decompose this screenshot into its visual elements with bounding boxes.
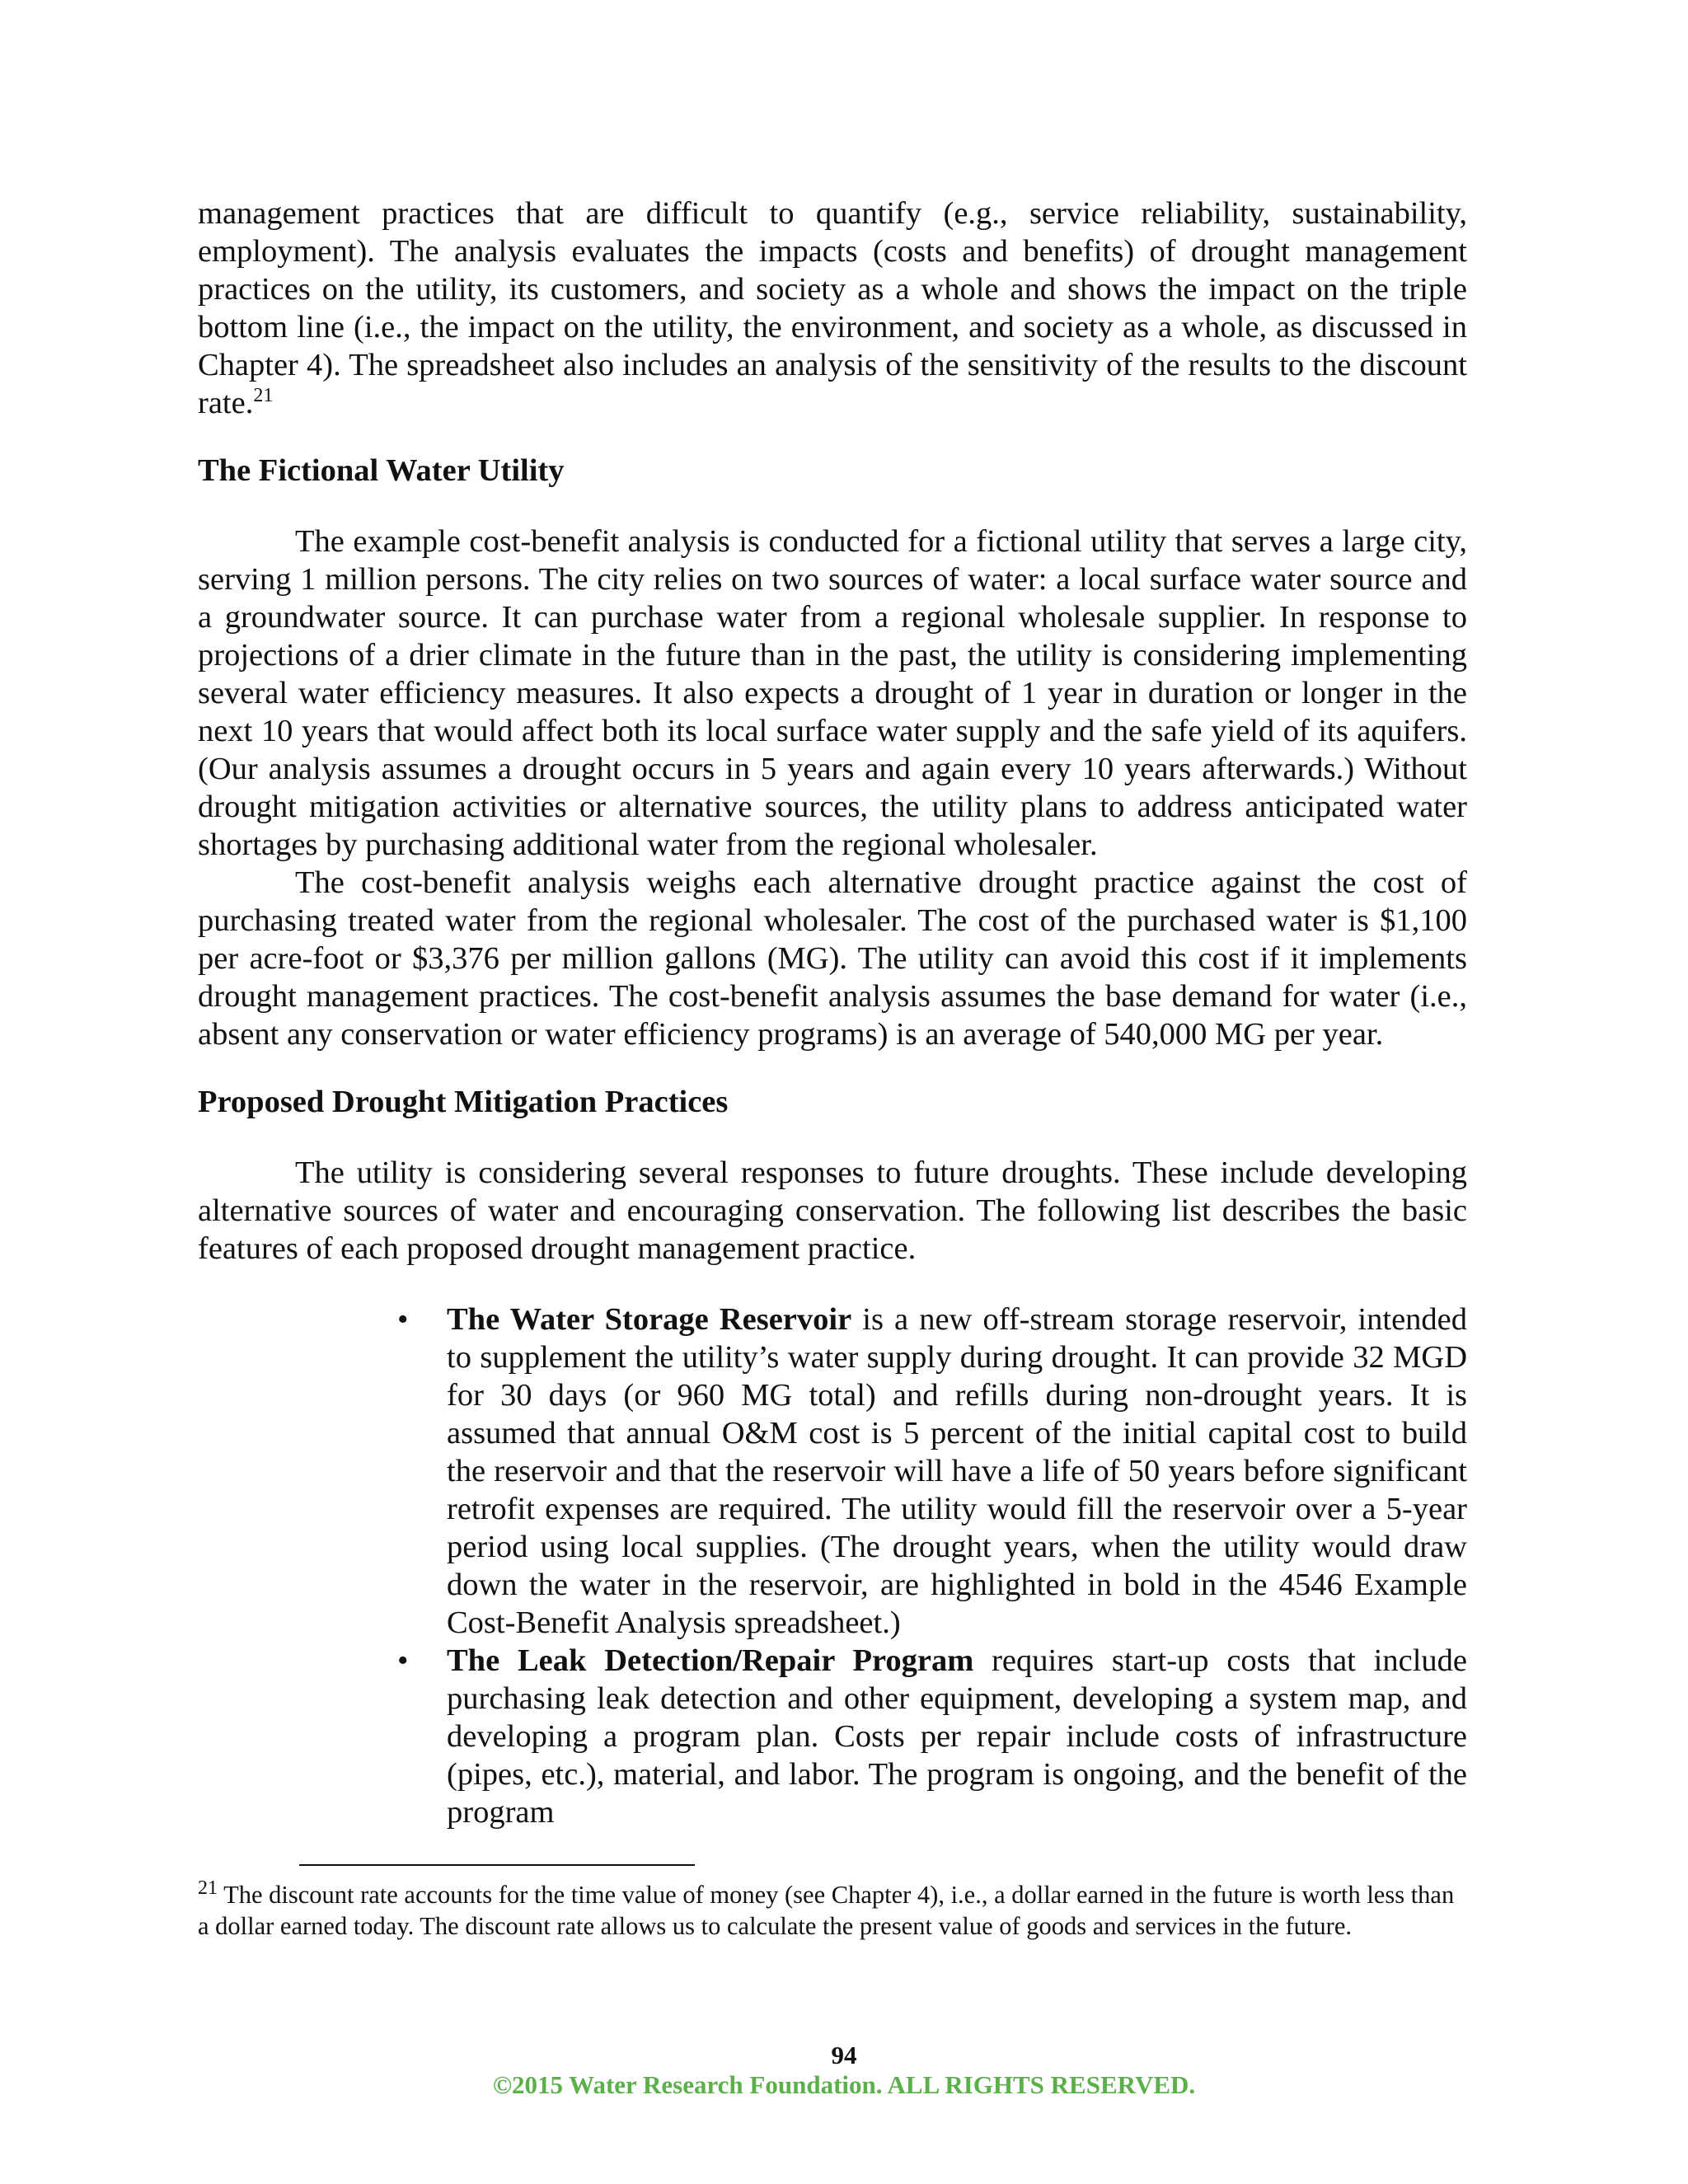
footnote-divider bbox=[299, 1864, 695, 1866]
footnote-text: The discount rate accounts for the time value of money (see Chapter 4), i.e., a dollar earned in the future is worth less than a dollar earned today. The discount rate allows us to calculate the present value of goods and services in the future. bbox=[198, 1881, 1455, 1940]
copyright-notice: ©2015 Water Research Foundation. ALL RIGHTS RESERVED. bbox=[492, 2070, 1196, 2099]
intro-paragraph-text: management practices that are difficult to quantify (e.g., service reliability, sustainability, employment). The analysis evaluates the impacts (costs and benefits) of drought management practices on the utility, its customers, and society as a whole and shows the impact on the triple bottom line (i.e., the impact on the utility, the environment, and society as a whole, as discussed in Chapter 4). The spreadsheet also includes an analysis of the sensitivity of the results to the discount rate. bbox=[198, 196, 1467, 420]
list-item-text: requires start-up costs that include purchasing leak detection and other equipment, developing a system map, and developing a program plan. Costs per repair include costs of infrastructure (pipes, etc.), material, and labor. The program is ongoing, and the benefit of the program bbox=[447, 1643, 1467, 1830]
fictional-utility-paragraph-2: The cost-benefit analysis weighs each alternative drought practice against the cost of purchasing treated water from the regional wholesaler. The cost of the purchased water is $1,100 per acre-foot or $3,376 per million gallons (MG). The utility can avoid this cost if it implements drought management practices. The cost-benefit analysis assumes the base demand for water (i.e., absent any conservation or water efficiency programs) is an average of 540,000 MG per year. bbox=[198, 865, 1467, 1052]
intro-paragraph bbox=[198, 194, 1467, 422]
list-item-text: is a new off-stream storage reservoir, intended to supplement the utility’s water supply during drought. It can provide 32 MGD for 30 days (or 960 MG total) and refills during non-drought years. It is assumed that annual O&M cost is 5 percent of the initial capital cost to build the reservoir and that the reservoir will have a life of 50 years before significant retrofit expenses are required. The utility would fill the reservoir over a 5-year period using local supplies. (The drought years, when the utility would draw down the water in the reservoir, are highlighted in bold in the 4546 Example Cost-Benefit Analysis spreadsheet.) bbox=[447, 1302, 1468, 1640]
section-heading-proposed-practices: Proposed Drought Mitigation Practices bbox=[198, 1085, 729, 1119]
practices-list bbox=[198, 1301, 1467, 1831]
list-item-leak-detection-program bbox=[397, 1642, 1467, 1831]
list-item-title: The Leak Detection/Repair Program bbox=[447, 1643, 974, 1678]
page-number: 94 bbox=[831, 2041, 857, 2069]
list-item-water-storage-reservoir bbox=[397, 1301, 1467, 1642]
footnote bbox=[198, 1879, 1467, 1942]
footnote-number: 21 bbox=[198, 1877, 218, 1899]
proposed-practices-paragraph: The utility is considering several responses to future droughts. These include developing alternative sources of water and encouraging conservation. The following list describes the basic features of each proposed drought management practice. bbox=[198, 1155, 1467, 1266]
footnote-reference: 21 bbox=[253, 385, 274, 407]
bullet-icon: • bbox=[397, 1643, 409, 1678]
fictional-utility-paragraph-1: The example cost-benefit analysis is conducted for a fictional utility that serves a large city, serving 1 million persons. The city relies on two sources of water: a local surface water source and a groundwater source. It can purchase water from a regional wholesale supplier. In response to projections of a drier climate in the future than in the past, the utility is considering implementing several water efficiency measures. It also expects a drought of 1 year in duration or longer in the next 10 years that would affect both its local surface water supply and the safe yield of its aquifers. (Our analysis assumes a drought occurs in 5 years and again every 10 years afterwards.) Without drought mitigation activities or alternative sources, the utility plans to address anticipated water shortages by purchasing additional water from the regional wholesaler. bbox=[198, 524, 1467, 862]
page-body bbox=[198, 194, 1467, 1831]
bullet-icon: • bbox=[397, 1302, 409, 1337]
section-heading-fictional-utility: The Fictional Water Utility bbox=[198, 453, 565, 488]
list-item-title: The Water Storage Reservoir bbox=[447, 1302, 852, 1337]
